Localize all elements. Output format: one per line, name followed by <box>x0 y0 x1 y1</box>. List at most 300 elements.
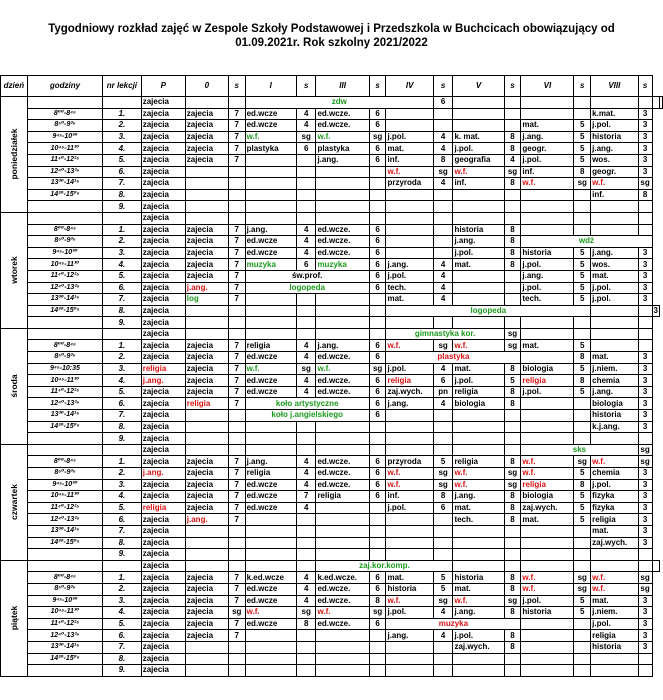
lesson-cell <box>504 212 521 224</box>
lesson-cell: geografia <box>453 154 504 166</box>
lesson-cell <box>386 108 433 120</box>
hours-cell: 8⁵⁰-9³⁵ <box>27 583 102 595</box>
lesson-cell: j.pol. <box>591 282 638 294</box>
lesson-cell: 7 <box>228 595 245 607</box>
lesson-cell: 4 <box>433 398 453 410</box>
lesson-cell: 4 <box>296 340 316 352</box>
lesson-cell <box>316 653 369 665</box>
lesson-cell: 3 <box>638 468 652 480</box>
table-row <box>1 479 663 491</box>
lesson-cell <box>369 201 386 213</box>
lesson-cell <box>433 653 453 665</box>
lesson-cell <box>245 328 296 340</box>
lesson-cell <box>574 224 591 236</box>
lesson-cell <box>185 212 228 224</box>
lesson-number-cell <box>103 444 142 456</box>
hours-cell: 13³⁰-14¹⁵ <box>27 178 102 190</box>
lesson-cell: zajecia <box>141 154 185 166</box>
lesson-cell <box>369 549 386 561</box>
lesson-cell <box>386 247 433 259</box>
lesson-cell: 4 <box>433 630 453 642</box>
lesson-cell: 8 <box>574 479 591 491</box>
lesson-cell <box>386 120 433 132</box>
lesson-cell <box>453 433 504 445</box>
lesson-cell: zajecia <box>141 97 185 109</box>
lesson-cell: mat. <box>453 363 504 375</box>
lesson-cell <box>386 421 433 433</box>
lesson-cell <box>369 444 386 456</box>
lesson-cell: 6 <box>369 270 386 282</box>
lesson-cell: zajecia <box>141 131 185 143</box>
lesson-cell <box>316 178 369 190</box>
hours-cell: 10⁴⁵-11³⁰ <box>27 375 102 387</box>
lesson-cell <box>638 653 652 665</box>
lesson-cell <box>228 317 245 329</box>
lesson-cell <box>316 549 369 561</box>
lesson-cell <box>316 212 369 224</box>
lesson-cell <box>386 525 433 537</box>
lesson-cell <box>369 212 386 224</box>
table-row <box>1 178 663 190</box>
lesson-cell <box>638 305 652 317</box>
table-row <box>1 618 663 630</box>
lesson-cell: 4 <box>296 456 316 468</box>
lesson-cell: 6 <box>296 143 316 155</box>
table-row <box>1 583 663 595</box>
lesson-cell: muzyka <box>245 259 296 271</box>
lesson-cell: 5 <box>433 572 453 584</box>
lesson-cell <box>574 189 591 201</box>
lesson-cell <box>185 201 228 213</box>
lesson-cell <box>433 433 453 445</box>
lesson-cell <box>185 653 228 665</box>
lesson-cell: 5 <box>433 456 453 468</box>
lesson-cell <box>504 108 521 120</box>
lesson-cell <box>453 294 504 306</box>
lesson-cell: 3 <box>638 641 652 653</box>
lesson-cell <box>369 665 386 677</box>
lesson-cell: j.niem. <box>591 607 638 619</box>
lesson-cell: 3 <box>638 120 652 132</box>
lesson-cell: sg <box>369 607 386 619</box>
lesson-cell: j.pol. <box>386 363 433 375</box>
lesson-cell <box>316 514 369 526</box>
hours-cell: 9⁴⁵-10³⁰ <box>27 247 102 259</box>
lesson-cell: 3 <box>638 502 652 514</box>
lesson-cell: 3 <box>638 618 652 630</box>
lesson-cell: zajecia <box>141 641 185 653</box>
lesson-cell: ed.wcze. <box>316 583 369 595</box>
lesson-cell: j.pol. <box>521 386 574 398</box>
lesson-cell: 4 <box>296 108 316 120</box>
lesson-cell: 4 <box>296 224 316 236</box>
lesson-cell: 8 <box>433 491 453 503</box>
lesson-cell: logopeda <box>245 282 369 294</box>
lesson-cell <box>453 270 504 282</box>
lesson-cell: sg <box>369 131 386 143</box>
lesson-cell: historia <box>521 247 574 259</box>
lesson-cell <box>574 410 591 422</box>
lesson-cell: sg <box>433 468 453 480</box>
lesson-cell <box>504 410 521 422</box>
hours-cell: 12⁴⁰-13²⁵ <box>27 630 102 642</box>
lesson-cell: 7 <box>228 630 245 642</box>
lesson-cell <box>453 189 504 201</box>
hours-cell: 10⁴⁵-11³⁰ <box>27 259 102 271</box>
lesson-cell: 4 <box>296 352 316 364</box>
lesson-cell: historia <box>521 607 574 619</box>
lesson-cell: 6 <box>369 618 386 630</box>
lesson-cell: zajecia <box>141 294 185 306</box>
lesson-number-cell: 4. <box>103 607 142 619</box>
lesson-cell <box>245 305 296 317</box>
lesson-cell: inf. <box>453 178 504 190</box>
lesson-cell: 3 <box>638 398 652 410</box>
lesson-number-cell: 3. <box>103 247 142 259</box>
lesson-cell: tech. <box>453 514 504 526</box>
lesson-cell <box>453 282 504 294</box>
lesson-cell: 4 <box>433 178 453 190</box>
lesson-cell: 6 <box>369 259 386 271</box>
table-row <box>1 259 663 271</box>
lesson-cell <box>185 97 228 109</box>
header-cell: I <box>245 76 296 97</box>
lesson-cell <box>433 641 453 653</box>
lesson-cell: 3 <box>638 410 652 422</box>
lesson-cell: zaj.wych. <box>453 641 504 653</box>
lesson-cell: 6 <box>433 502 453 514</box>
lesson-cell <box>521 352 574 364</box>
lesson-cell <box>386 236 433 248</box>
hours-cell: 9⁴⁵-10³⁰ <box>27 595 102 607</box>
lesson-cell <box>453 525 504 537</box>
lesson-cell: zajecia <box>141 491 185 503</box>
lesson-cell <box>245 560 296 572</box>
table-row <box>1 502 663 514</box>
lesson-cell: mat. <box>521 340 574 352</box>
lesson-cell: 8 <box>504 514 521 526</box>
table-row <box>1 607 663 619</box>
lesson-cell: 7 <box>228 375 245 387</box>
lesson-cell: w.f. <box>386 595 433 607</box>
lesson-number-cell <box>103 97 142 109</box>
lesson-cell <box>296 444 316 456</box>
lesson-cell: zajecia <box>141 572 185 584</box>
day-label: piątek <box>1 560 28 676</box>
lesson-cell <box>296 421 316 433</box>
lesson-cell: 8 <box>504 398 521 410</box>
lesson-cell: k.ed.wcze <box>245 572 296 584</box>
lesson-number-cell: 8. <box>103 537 142 549</box>
table-row <box>1 131 663 143</box>
lesson-cell <box>591 433 638 445</box>
lesson-cell <box>574 433 591 445</box>
table-row <box>1 537 663 549</box>
lesson-cell: 7 <box>228 514 245 526</box>
hours-cell: 13³⁰-14¹⁵ <box>27 410 102 422</box>
lesson-number-cell: 2. <box>103 352 142 364</box>
table-row <box>1 270 663 282</box>
lesson-cell: 7 <box>228 398 245 410</box>
lesson-cell <box>433 212 453 224</box>
lesson-cell: 6 <box>369 236 386 248</box>
lesson-cell <box>638 560 652 572</box>
lesson-cell <box>296 201 316 213</box>
lesson-cell <box>316 665 369 677</box>
lesson-cell <box>245 514 296 526</box>
lesson-cell <box>521 665 574 677</box>
lesson-cell: zajecia <box>185 607 228 619</box>
lesson-cell <box>638 201 652 213</box>
lesson-cell: log <box>185 294 228 306</box>
lesson-cell: zajecia <box>141 537 185 549</box>
lesson-cell: sg <box>638 178 652 190</box>
lesson-cell: 8 <box>638 189 652 201</box>
lesson-cell: 7 <box>228 294 245 306</box>
lesson-cell <box>228 537 245 549</box>
lesson-cell: zajecia <box>141 456 185 468</box>
lesson-cell <box>369 630 386 642</box>
lesson-cell: 3 <box>638 630 652 642</box>
lesson-cell: zajecia <box>141 247 185 259</box>
lesson-cell <box>296 514 316 526</box>
timetable <box>0 75 663 677</box>
lesson-cell <box>185 641 228 653</box>
lesson-cell <box>433 444 453 456</box>
lesson-cell <box>369 433 386 445</box>
lesson-cell <box>245 294 296 306</box>
lesson-cell: ed.wcze <box>245 375 296 387</box>
table-row <box>1 410 663 422</box>
hours-cell <box>27 201 102 213</box>
lesson-cell: zajecia <box>141 630 185 642</box>
lesson-cell <box>521 212 574 224</box>
header-cell: IV <box>386 76 433 97</box>
lesson-cell <box>591 560 638 572</box>
lesson-number-cell: 3. <box>103 595 142 607</box>
lesson-cell <box>369 189 386 201</box>
lesson-cell: zaj.wych. <box>591 537 638 549</box>
lesson-cell: zajecia <box>141 178 185 190</box>
lesson-cell: j.ang. <box>316 340 369 352</box>
table-row <box>1 630 663 642</box>
lesson-cell <box>316 294 369 306</box>
lesson-cell <box>185 433 228 445</box>
hours-cell <box>27 665 102 677</box>
header-cell: dzień <box>1 76 28 97</box>
lesson-cell <box>296 178 316 190</box>
hours-cell: 11⁴⁰-12²⁵ <box>27 502 102 514</box>
lesson-cell <box>296 154 316 166</box>
lesson-cell: 5 <box>574 294 591 306</box>
lesson-cell: sg <box>504 595 521 607</box>
lesson-cell: muzyka <box>386 618 521 630</box>
hours-cell: 11⁴⁰-12²⁵ <box>27 270 102 282</box>
lesson-cell: 8 <box>504 572 521 584</box>
lesson-cell <box>296 328 316 340</box>
lesson-cell: zajecia <box>141 259 185 271</box>
lesson-number-cell: 1. <box>103 572 142 584</box>
lesson-cell: 6 <box>433 97 453 109</box>
table-row <box>1 340 663 352</box>
lesson-cell: 3 <box>638 363 652 375</box>
lesson-cell: historia <box>386 583 433 595</box>
lesson-number-cell: 8. <box>103 189 142 201</box>
lesson-cell: 6 <box>369 120 386 132</box>
lesson-cell: sg <box>504 166 521 178</box>
lesson-cell: w.f. <box>245 607 296 619</box>
lesson-cell: zaj.wych. <box>386 386 433 398</box>
hours-cell: 9⁴⁵-10³⁰ <box>27 479 102 491</box>
lesson-cell: 3 <box>638 247 652 259</box>
lesson-cell <box>296 549 316 561</box>
lesson-cell <box>185 410 228 422</box>
lesson-cell: ed.wcze. <box>316 595 369 607</box>
lesson-cell <box>316 641 369 653</box>
lesson-cell <box>296 166 316 178</box>
lesson-cell: 7 <box>228 224 245 236</box>
table-row <box>1 560 663 572</box>
lesson-cell <box>433 549 453 561</box>
lesson-cell: 3 <box>638 375 652 387</box>
hours-cell: 10⁴⁵-11³⁰ <box>27 607 102 619</box>
hours-cell: 10⁴⁵-11³⁰ <box>27 491 102 503</box>
lesson-cell <box>638 328 652 340</box>
lesson-cell: zajecia <box>141 224 185 236</box>
lesson-cell <box>245 201 296 213</box>
lesson-cell <box>433 224 453 236</box>
lesson-cell: j.pol. <box>521 595 574 607</box>
hours-cell: 8⁰⁰-8⁴⁵ <box>27 108 102 120</box>
lesson-cell: 5 <box>574 595 591 607</box>
lesson-cell: historia <box>453 572 504 584</box>
lesson-cell: j.ang. <box>453 607 504 619</box>
lesson-cell: 8 <box>504 131 521 143</box>
lesson-cell <box>504 444 521 456</box>
lesson-cell: zajecia <box>141 653 185 665</box>
lesson-cell: ed.wcze. <box>316 247 369 259</box>
day-label: czwartek <box>1 444 28 560</box>
lesson-cell <box>185 665 228 677</box>
lesson-cell: inf. <box>386 154 433 166</box>
lesson-cell: historia <box>591 410 638 422</box>
lesson-cell: zajecia <box>141 166 185 178</box>
lesson-cell: zajecia <box>185 352 228 364</box>
lesson-cell <box>316 421 369 433</box>
lesson-cell <box>369 525 386 537</box>
table-row <box>1 444 663 456</box>
lesson-cell: zajecia <box>141 549 185 561</box>
lesson-cell <box>574 212 591 224</box>
lesson-cell <box>433 236 453 248</box>
lesson-cell <box>574 328 591 340</box>
lesson-cell: zaj.wych. <box>521 502 574 514</box>
lesson-cell <box>453 97 504 109</box>
lesson-cell: w.f. <box>521 178 574 190</box>
lesson-cell: w.f. <box>245 363 296 375</box>
hours-cell: 8⁵⁰-9³⁵ <box>27 468 102 480</box>
lesson-cell: w.f. <box>316 607 369 619</box>
lesson-cell: ed.wcze. <box>316 236 369 248</box>
table-row <box>1 282 663 294</box>
lesson-cell <box>574 537 591 549</box>
lesson-cell: j.pol. <box>591 294 638 306</box>
lesson-cell: zajecia <box>185 154 228 166</box>
lesson-cell: zajecia <box>185 502 228 514</box>
lesson-cell: zaj.kor.komp. <box>316 560 453 572</box>
lesson-cell: 3 <box>638 386 652 398</box>
hours-cell: 14²⁰-15⁰⁵ <box>27 421 102 433</box>
lesson-cell <box>228 189 245 201</box>
lesson-cell: ed.wcze <box>245 120 296 132</box>
lesson-cell <box>369 537 386 549</box>
lesson-cell <box>574 641 591 653</box>
lesson-cell <box>433 120 453 132</box>
hours-cell: 12⁴⁰-13²⁵ <box>27 166 102 178</box>
lesson-cell: 7 <box>228 352 245 364</box>
lesson-cell <box>316 502 369 514</box>
lesson-cell: wos. <box>591 154 638 166</box>
lesson-cell: 5 <box>574 143 591 155</box>
lesson-cell: 7 <box>228 282 245 294</box>
lesson-cell <box>591 653 638 665</box>
lesson-cell: zajecia <box>141 514 185 526</box>
lesson-cell: 4 <box>296 236 316 248</box>
lesson-cell <box>591 317 638 329</box>
lesson-cell: j.pol. <box>453 143 504 155</box>
lesson-cell <box>245 537 296 549</box>
lesson-cell: religia <box>591 514 638 526</box>
lesson-cell <box>245 630 296 642</box>
lesson-cell <box>433 514 453 526</box>
lesson-cell <box>386 444 433 456</box>
lesson-cell: 4 <box>296 479 316 491</box>
lesson-cell <box>185 166 228 178</box>
lesson-cell: w.f. <box>453 340 504 352</box>
lesson-cell: j.ang. <box>185 514 228 526</box>
hours-cell <box>27 433 102 445</box>
lesson-cell: zajecia <box>141 189 185 201</box>
lesson-cell: j.ang. <box>591 247 638 259</box>
header-cell: nr lekcji <box>103 76 142 97</box>
lesson-cell: w.f. <box>521 583 574 595</box>
hours-cell: 11⁴⁰-12²⁵ <box>27 154 102 166</box>
lesson-cell: ed.wcze <box>245 386 296 398</box>
lesson-cell: j.pol. <box>453 247 504 259</box>
table-row <box>1 97 663 109</box>
lesson-cell: w.f. <box>453 166 504 178</box>
lesson-cell: 5 <box>504 375 521 387</box>
hours-cell: 14²⁰-15⁰⁵ <box>27 305 102 317</box>
lesson-number-cell: 6. <box>103 514 142 526</box>
hours-cell: 8⁰⁰-8⁴⁵ <box>27 572 102 584</box>
lesson-cell: 3 <box>638 154 652 166</box>
lesson-cell: ed.wcze. <box>316 120 369 132</box>
lesson-cell: mat. <box>386 572 433 584</box>
lesson-cell <box>369 421 386 433</box>
table-row <box>1 189 663 201</box>
lesson-cell: w.f. <box>386 166 433 178</box>
hours-cell: 12⁴⁰-13²⁵ <box>27 514 102 526</box>
lesson-cell: j.ang. <box>245 456 296 468</box>
lesson-cell: mat. <box>453 502 504 514</box>
lesson-cell <box>316 317 369 329</box>
lesson-cell: ed.wcze. <box>316 479 369 491</box>
lesson-cell: ed.wcze. <box>316 386 369 398</box>
lesson-cell <box>504 560 521 572</box>
lesson-cell: j.ang. <box>386 259 433 271</box>
lesson-cell <box>433 108 453 120</box>
